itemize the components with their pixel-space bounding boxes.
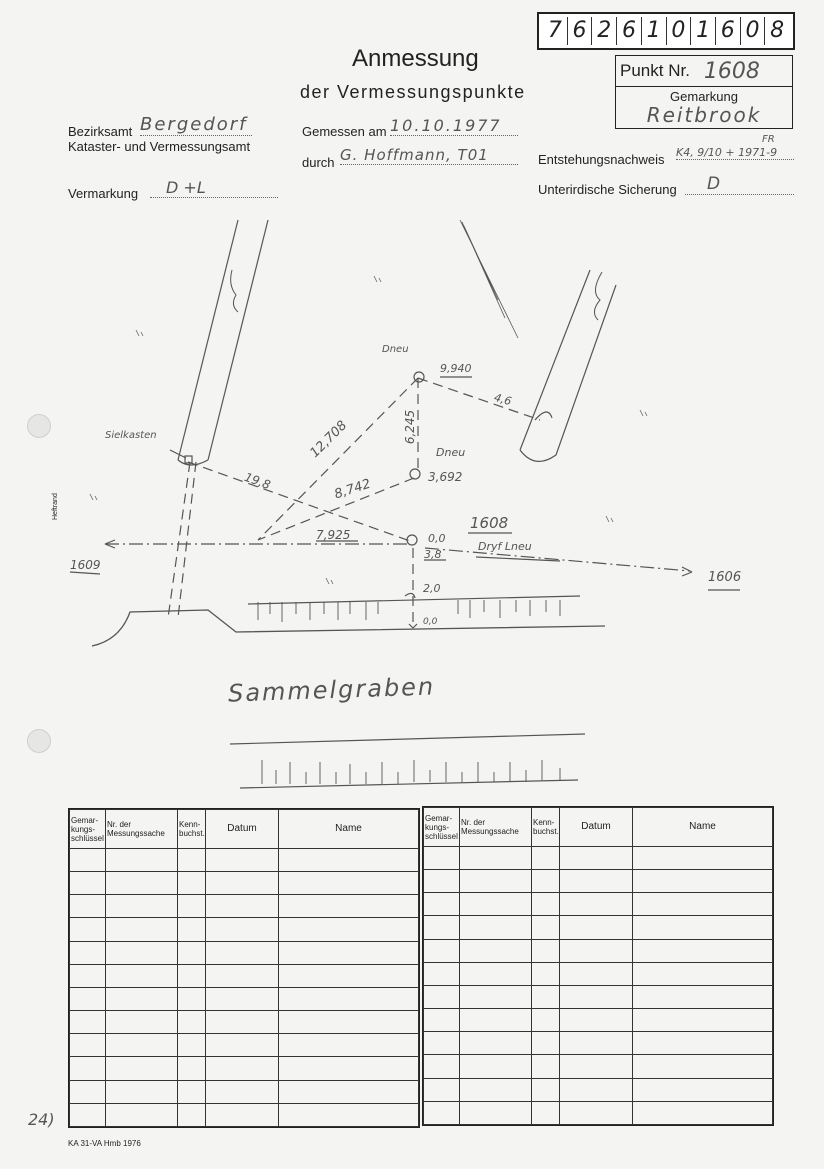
- table-cell[interactable]: [633, 1101, 773, 1124]
- table-cell[interactable]: [178, 918, 206, 941]
- table-cell[interactable]: [106, 1103, 178, 1126]
- gemarkung-value: Reitbrook: [646, 103, 762, 127]
- table-cell[interactable]: [206, 1103, 279, 1126]
- dneu-mid-label: Dneu: [436, 446, 466, 459]
- table-cell[interactable]: [424, 1009, 460, 1032]
- value-0-0: 0,0: [428, 532, 446, 545]
- table-cell[interactable]: [532, 939, 560, 962]
- col-gemarkung: Gemar-kungs-schlüssel: [424, 808, 460, 847]
- table-cell[interactable]: [206, 849, 279, 872]
- value-0-0-base: 0,0: [423, 617, 438, 627]
- bezirksamt-value: Bergedorf: [140, 114, 252, 136]
- table-row: [424, 1009, 773, 1032]
- table-cell[interactable]: [460, 1032, 532, 1055]
- value-9940: 9,940: [440, 362, 472, 375]
- table-cell[interactable]: [106, 1034, 178, 1057]
- table-cell[interactable]: [279, 964, 419, 987]
- table-cell[interactable]: [178, 987, 206, 1010]
- table-cell[interactable]: [279, 1034, 419, 1057]
- table-cell[interactable]: [532, 847, 560, 870]
- table-cell[interactable]: [178, 1080, 206, 1103]
- id-digit: 8: [770, 18, 785, 43]
- gemessen-label: Gemessen am: [302, 124, 387, 139]
- table-cell[interactable]: [106, 918, 178, 941]
- table-cell[interactable]: [70, 1057, 106, 1080]
- col-name: Name: [279, 810, 419, 849]
- value-4-6: 4,6: [492, 390, 513, 409]
- table-cell[interactable]: [279, 872, 419, 895]
- table-row: [70, 964, 419, 987]
- table-cell[interactable]: [460, 962, 532, 985]
- table-cell[interactable]: [532, 1078, 560, 1101]
- value-12708: 12,708: [307, 418, 351, 461]
- table-cell[interactable]: [206, 918, 279, 941]
- table-cell[interactable]: [106, 872, 178, 895]
- table-cell[interactable]: [460, 1101, 532, 1124]
- table-cell[interactable]: [279, 941, 419, 964]
- id-digit: 6: [716, 17, 741, 45]
- table-cell[interactable]: [206, 1057, 279, 1080]
- table-cell[interactable]: [460, 870, 532, 893]
- table-cell[interactable]: [560, 1055, 633, 1078]
- point-1609-label: 1609: [70, 558, 101, 572]
- value-6245: 6,245: [403, 409, 418, 445]
- table-cell[interactable]: [532, 870, 560, 893]
- value-2-0: 2,0: [423, 582, 441, 595]
- table-cell[interactable]: [560, 1101, 633, 1124]
- entstehung-extra: FR: [762, 134, 775, 145]
- point-1608-label: 1608: [470, 514, 509, 532]
- table-cell[interactable]: [460, 1078, 532, 1101]
- table-cell[interactable]: [424, 893, 460, 916]
- table-cell[interactable]: [178, 1057, 206, 1080]
- table-cell[interactable]: [424, 1032, 460, 1055]
- id-digit: 7: [543, 17, 568, 45]
- dneu-top-label: Dneu: [382, 344, 409, 355]
- table-cell[interactable]: [460, 893, 532, 916]
- table-cell[interactable]: [633, 893, 773, 916]
- value-3-8: 3,8: [424, 548, 442, 561]
- table-cell[interactable]: [279, 918, 419, 941]
- table-cell[interactable]: [279, 1011, 419, 1034]
- table-cell[interactable]: [178, 1011, 206, 1034]
- col-messungssache: Nr. der Messungssache: [106, 810, 178, 849]
- col-datum: Datum: [206, 810, 279, 849]
- table-cell[interactable]: [560, 1078, 633, 1101]
- table-cell[interactable]: [560, 1009, 633, 1032]
- entstehung-value: K4, 9/10 + 1971-9: [676, 146, 794, 160]
- table-cell[interactable]: [460, 916, 532, 939]
- table-cell[interactable]: [532, 1055, 560, 1078]
- table-cell[interactable]: [178, 1034, 206, 1057]
- table-cell[interactable]: [532, 1009, 560, 1032]
- value-3692: 3,692: [428, 470, 463, 484]
- col-kennbuchst: Kenn-buchst.: [532, 808, 560, 847]
- table-row: [70, 849, 419, 872]
- table-cell[interactable]: [279, 1080, 419, 1103]
- table-cell[interactable]: [560, 985, 633, 1008]
- point-1606-label: 1606: [708, 570, 742, 585]
- table-cell[interactable]: [178, 1103, 206, 1126]
- page-title: Anmessung: [352, 45, 479, 72]
- col-kennbuchst: Kenn-buchst.: [178, 810, 206, 849]
- table-cell[interactable]: [279, 895, 419, 918]
- record-table-right: [422, 806, 774, 1126]
- record-table-left: [68, 808, 420, 1128]
- table-row: [424, 985, 773, 1008]
- table-cell[interactable]: [633, 939, 773, 962]
- col-messungssache: Nr. der Messungssache: [460, 808, 532, 847]
- sammelgraben-label: Sammelgraben: [227, 672, 436, 708]
- table-cell[interactable]: [178, 849, 206, 872]
- table-row: [424, 847, 773, 870]
- table-cell[interactable]: [206, 895, 279, 918]
- table-cell[interactable]: [424, 1055, 460, 1078]
- table-row: [70, 941, 419, 964]
- table-row: [70, 1057, 419, 1080]
- table-cell[interactable]: [106, 941, 178, 964]
- table-cell[interactable]: [70, 895, 106, 918]
- table-cell[interactable]: [460, 1055, 532, 1078]
- table-cell[interactable]: [106, 849, 178, 872]
- table-cell[interactable]: [560, 1032, 633, 1055]
- table-row: [424, 893, 773, 916]
- table-cell[interactable]: [460, 847, 532, 870]
- table-cell[interactable]: [424, 1078, 460, 1101]
- vermarkung-label: Vermarkung: [68, 186, 139, 201]
- table-cell[interactable]: [560, 847, 633, 870]
- table-row: [70, 1011, 419, 1034]
- table-cell[interactable]: [560, 939, 633, 962]
- table-cell[interactable]: [70, 1080, 106, 1103]
- table-cell[interactable]: [206, 872, 279, 895]
- table-cell[interactable]: [206, 1080, 279, 1103]
- table-row: [424, 916, 773, 939]
- heftrand-label: Heftrand: [52, 493, 59, 520]
- bezirksamt-label: Bezirksamt: [68, 124, 133, 139]
- table-cell[interactable]: [178, 964, 206, 987]
- table-cell[interactable]: [633, 870, 773, 893]
- dryf-label: Dryf Lneu: [478, 540, 532, 553]
- durch-label: durch: [302, 155, 335, 170]
- table-cell[interactable]: [206, 964, 279, 987]
- table-cell[interactable]: [633, 962, 773, 985]
- table-cell[interactable]: [560, 870, 633, 893]
- table-cell[interactable]: [70, 1103, 106, 1126]
- table-cell[interactable]: [532, 1032, 560, 1055]
- vermarkung-value: D +L: [150, 178, 278, 198]
- table-cell[interactable]: [460, 939, 532, 962]
- table-row: [424, 939, 773, 962]
- table-cell[interactable]: [633, 1009, 773, 1032]
- unterirdisch-label: Unterirdische Sicherung: [538, 182, 677, 197]
- table-cell[interactable]: [424, 1101, 460, 1124]
- table-row: [424, 962, 773, 985]
- page-subtitle: der Vermessungspunkte: [300, 82, 526, 102]
- table-cell[interactable]: [70, 872, 106, 895]
- table-cell[interactable]: [424, 870, 460, 893]
- table-cell[interactable]: [460, 985, 532, 1008]
- table-cell[interactable]: [532, 985, 560, 1008]
- table-cell[interactable]: [106, 987, 178, 1010]
- table-cell[interactable]: [70, 964, 106, 987]
- table-row: [70, 895, 419, 918]
- table-cell[interactable]: [70, 1034, 106, 1057]
- table-cell[interactable]: [178, 895, 206, 918]
- unterirdisch-value: D: [685, 174, 794, 195]
- table-cell[interactable]: [206, 987, 279, 1010]
- table-row: [424, 1101, 773, 1124]
- id-digit: 2: [592, 17, 617, 45]
- col-name: Name: [633, 808, 773, 847]
- table-cell[interactable]: [460, 1009, 532, 1032]
- page-mark: 24): [28, 1110, 55, 1129]
- table-cell[interactable]: [424, 939, 460, 962]
- table-row: [70, 1103, 419, 1126]
- value-7925: 7,925: [316, 528, 351, 542]
- table-row: [70, 918, 419, 941]
- table-cell[interactable]: [424, 962, 460, 985]
- table-cell[interactable]: [106, 964, 178, 987]
- id-digit: 1: [642, 17, 667, 45]
- col-gemarkung: Gemar-kungs-schlüssel: [70, 810, 106, 849]
- table-cell[interactable]: [279, 987, 419, 1010]
- table-cell[interactable]: [532, 893, 560, 916]
- table-cell[interactable]: [424, 916, 460, 939]
- kataster-label: Kataster- und Vermessungsamt: [68, 139, 251, 154]
- table-cell[interactable]: [106, 1080, 178, 1103]
- table-cell[interactable]: [424, 847, 460, 870]
- table-row: [70, 1034, 419, 1057]
- table-cell[interactable]: [633, 985, 773, 1008]
- table-cell[interactable]: [532, 962, 560, 985]
- table-cell[interactable]: [560, 916, 633, 939]
- value-8742: 8,742: [332, 476, 373, 503]
- id-digit: 6: [568, 17, 593, 45]
- table-row: [424, 870, 773, 893]
- durch-value: G. Hoffmann, T01: [340, 146, 518, 165]
- table-cell[interactable]: [633, 1032, 773, 1055]
- table-cell[interactable]: [560, 962, 633, 985]
- table-cell[interactable]: [279, 1057, 419, 1080]
- table-cell[interactable]: [633, 1055, 773, 1078]
- table-cell[interactable]: [279, 1103, 419, 1126]
- id-digit: 0: [667, 17, 692, 45]
- table-cell[interactable]: [70, 918, 106, 941]
- table-cell[interactable]: [70, 1011, 106, 1034]
- value-19-8: 19,8: [242, 469, 273, 493]
- punkt-label: Punkt Nr.: [620, 61, 690, 80]
- table-cell[interactable]: [206, 941, 279, 964]
- table-row: [70, 987, 419, 1010]
- id-digit: 0: [741, 17, 766, 45]
- col-datum: Datum: [560, 808, 633, 847]
- table-row: [424, 1078, 773, 1101]
- entstehung-label: Entstehungsnachweis: [538, 152, 665, 167]
- table-row: [424, 1055, 773, 1078]
- gemarkung-label: Gemarkung: [670, 89, 738, 104]
- table-row: [70, 872, 419, 895]
- table-row: [70, 1080, 419, 1103]
- sielkasten-label: Sielkasten: [105, 430, 157, 441]
- table-cell[interactable]: [633, 916, 773, 939]
- table-cell[interactable]: [206, 1011, 279, 1034]
- table-cell[interactable]: [633, 1078, 773, 1101]
- table-cell[interactable]: [178, 872, 206, 895]
- table-cell[interactable]: [633, 847, 773, 870]
- id-digit: 6: [617, 17, 642, 45]
- table-cell[interactable]: [532, 916, 560, 939]
- punkt-value: 1608: [703, 58, 760, 84]
- table-cell[interactable]: [106, 1011, 178, 1034]
- table-cell[interactable]: [532, 1101, 560, 1124]
- table-row: [424, 1032, 773, 1055]
- table-cell[interactable]: [178, 941, 206, 964]
- table-cell[interactable]: [424, 985, 460, 1008]
- form-code: KA 31-VA Hmb 1976: [68, 1139, 141, 1148]
- table-cell[interactable]: [70, 987, 106, 1010]
- table-cell[interactable]: [206, 1034, 279, 1057]
- id-digit: 1: [691, 17, 716, 45]
- table-cell[interactable]: [106, 895, 178, 918]
- table-cell[interactable]: [106, 1057, 178, 1080]
- table-cell[interactable]: [560, 893, 633, 916]
- gemessen-value: 10.10.1977: [390, 116, 518, 136]
- table-cell[interactable]: [279, 849, 419, 872]
- table-cell[interactable]: [70, 941, 106, 964]
- table-cell[interactable]: [70, 849, 106, 872]
